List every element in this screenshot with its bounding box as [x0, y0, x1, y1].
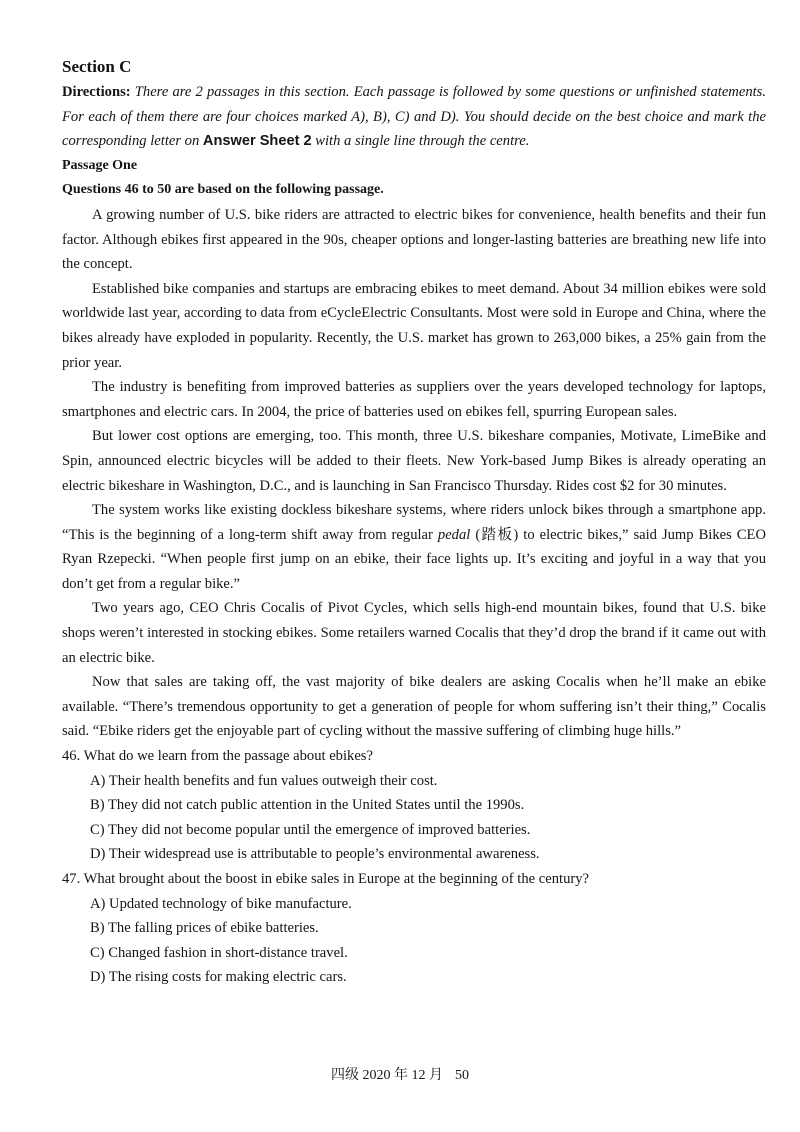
paragraph-5-text-a: The system works like existing dockless bikeshare systems, where riders unlock bikes through a smartphone app. “This is the beginning of a long-term shift away from regular [62, 502, 766, 543]
question-47-option-d: D) The rising costs for making electric cars. [90, 969, 347, 986]
footer-exam-label: 四级 2020 年 12 月 [331, 1068, 443, 1083]
passage-paragraph-3: The industry is benefiting from improved batteries as suppliers over the years developed technology for laptops, smartphones and electric cars. In 2004, the price of batteries used on ebikes fell, spurring European sales. [62, 379, 766, 420]
paragraph-5-text-b: to electric bikes,” said Jump Bikes CEO Ryan Rzepecki. “When people first jump on an ebike, their face lights up. It’s exciting and joyful in a way that you don’t get from a regular bike.” [62, 526, 766, 592]
passage-paragraph-4: But lower cost options are emerging, too. This month, three U.S. bikeshare companies, Motivate, LimeBike and Spin, announced electric bicycles will be added to their fleets. New York-based Jump Bikes is already operating an electric bikeshare in Washington, D.C., and is launching in San Francisco Thursday. Rides cost $2 for 30 minutes. [62, 428, 766, 494]
question-46-option-c: C) They did not become popular until the emergence of improved batteries. [90, 821, 531, 838]
question-47-stem: 47. What brought about the boost in ebike sales in Europe at the beginning of the century? [62, 871, 589, 887]
question-46 [62, 744, 766, 867]
page-content [62, 54, 766, 990]
answer-sheet-label: Answer Sheet 2 [202, 133, 312, 150]
passage-paragraph-2: Established bike companies and startups are embracing ebikes to meet demand. About 34 million ebikes were sold worldwide last year, according to data from eCycleElectric Consultants. Most were sold in Europe and China, where the bikes already have exploded in popularity. Recently, the U.S. market has grown to 263,000 bikes, a 25% gain from the prior year. [62, 280, 766, 371]
question-46-option-a: A) Their health benefits and fun values outweigh their cost. [90, 772, 438, 789]
section-title: Section C [62, 57, 132, 76]
passage-label: Passage One [62, 157, 138, 173]
pedal-term: pedal [437, 526, 471, 543]
page-number: 50 [455, 1068, 469, 1083]
question-46-option-b: B) They did not catch public attention in the United States until the 1990s. [90, 797, 525, 814]
pedal-gloss: (踏板) [470, 526, 524, 543]
passage-intro: Questions 46 to 50 are based on the following passage. [62, 182, 384, 198]
passage-paragraph-6: Two years ago, CEO Chris Cocalis of Pivot Cycles, which sells high-end mountain bikes, found that U.S. bike shops weren’t interested in stocking ebikes. Some retailers warned Cocalis that they’d drop the brand if it came out with an electric bike. [62, 600, 766, 666]
question-46-stem: 46. What do we learn from the passage about ebikes? [62, 748, 373, 765]
directions-text-2: with a single line through the centre. [311, 133, 530, 150]
question-47-option-c: C) Changed fashion in short-distance travel. [90, 944, 348, 961]
question-47-option-b: B) The falling prices of ebike batteries. [90, 920, 319, 937]
question-47-option-a: A) Updated technology of bike manufacture. [90, 895, 352, 912]
passage-paragraph-7: Now that sales are taking off, the vast majority of bike dealers are asking Cocalis when he’ll make an ebike available. “There’s tremendous opportunity to get a generation of people for whom suffering isn’t their thing,” Cocalis said. “Ebike riders get the enjoyable part of cycling without the massive suffering of climbing huge hills.” [62, 674, 766, 740]
directions-text-1: There are 2 passages in this section. Each passage is followed by some questions or unfinished statements. For each of them there are four choices marked A), B), C) and D). You should decide on the best choice and mark the corresponding letter on [62, 84, 766, 150]
passage-paragraph-1: A growing number of U.S. bike riders are attracted to electric bikes for convenience, health benefits and their fun factor. Although ebikes first appeared in the 90s, cheaper options and longer-lasting batteries are breathing new life into the concept. [62, 206, 766, 273]
directions [62, 80, 766, 154]
question-47 [62, 867, 766, 990]
page-footer [0, 1064, 800, 1084]
passage-paragraph-5 [62, 498, 766, 596]
question-46-option-d: D) Their widespread use is attributable to people’s environmental awareness. [90, 846, 540, 863]
directions-label: Directions: [62, 84, 131, 100]
